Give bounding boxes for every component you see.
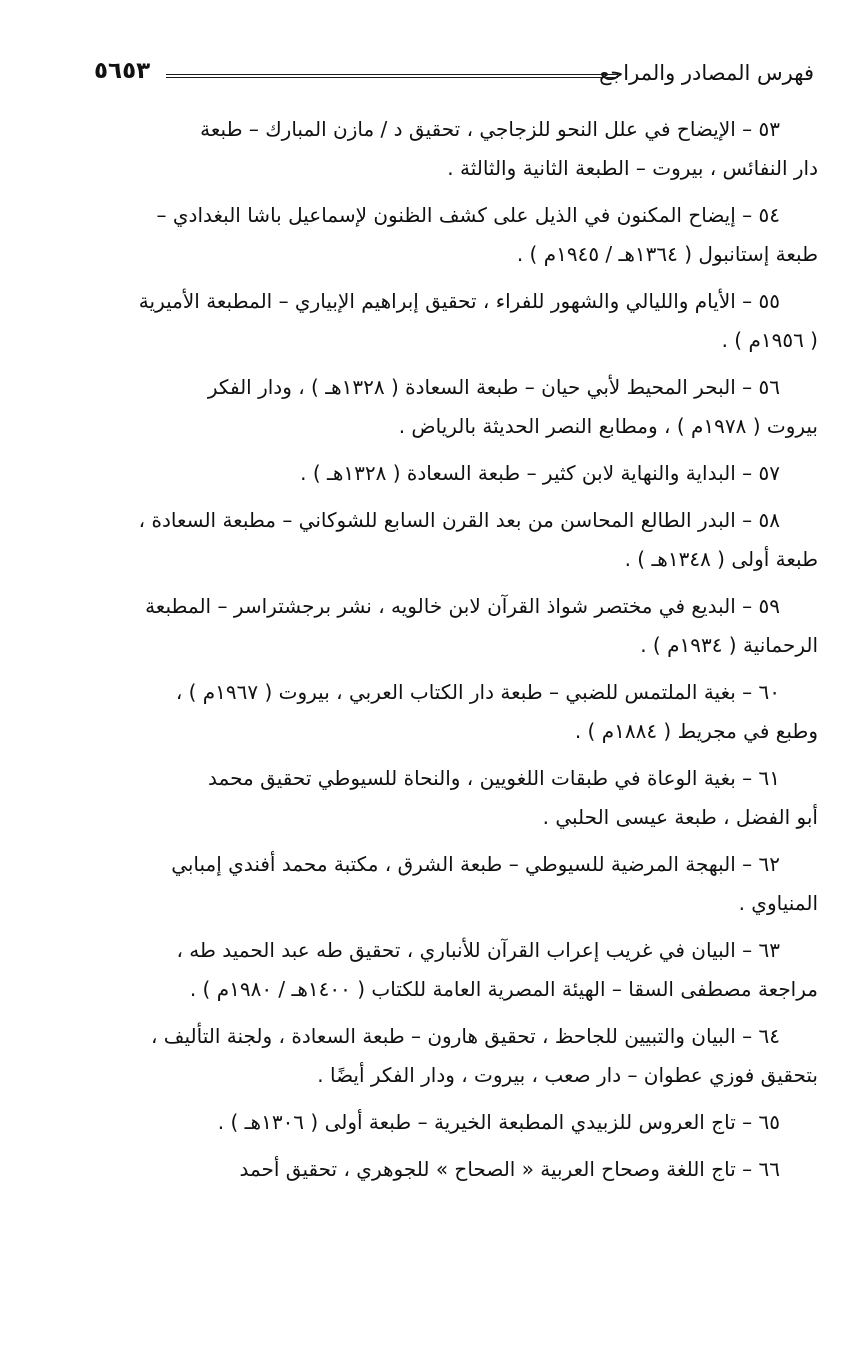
reference-entry-53 — [92, 110, 818, 188]
entry-line: الرحمانية ( ١٩٣٤م ) . — [640, 633, 818, 657]
entry-line: ٦١ – بغية الوعاة في طبقات اللغويين ، والنحاة للسيوطي تحقيق محمد — [208, 766, 780, 790]
reference-entry-59 — [92, 587, 818, 665]
entry-line: طبعة إستانبول ( ١٣٦٤هـ / ١٩٤٥م ) . — [516, 242, 818, 266]
reference-entry-60 — [92, 673, 818, 751]
reference-entry-54 — [92, 196, 818, 274]
entry-line: بتحقيق فوزي عطوان – دار صعب ، بيروت ، ودار الفكر أيضًا . — [317, 1063, 818, 1087]
entry-line: ٥٤ – إيضاح المكنون في الذيل على كشف الظنون لإسماعيل باشا البغدادي – — [156, 203, 780, 227]
reference-entry-63 — [92, 931, 818, 1009]
entry-line: ٥٣ – الإيضاح في علل النحو للزجاجي ، تحقيق د / مازن المبارك – طبعة — [200, 117, 780, 141]
page-number: ٥٦٥٣ — [94, 58, 151, 84]
reference-list — [92, 110, 818, 1197]
reference-entry-66 — [92, 1150, 818, 1189]
entry-line: ٦٤ – البيان والتبيين للجاحظ ، تحقيق هارون – طبعة السعادة ، ولجنة التأليف ، — [150, 1024, 780, 1048]
entry-line: ٦٢ – البهجة المرضية للسيوطي – طبعة الشرق ، مكتبة محمد أفندي إمبابي — [171, 852, 780, 876]
entry-line: ٥٧ – البداية والنهاية لابن كثير – طبعة السعادة ( ١٣٢٨هـ ) . — [300, 461, 780, 485]
reference-entry-55 — [92, 282, 818, 360]
reference-entry-65 — [92, 1103, 818, 1142]
entry-line: طبعة أولى ( ١٣٤٨هـ ) . — [624, 547, 818, 571]
entry-line: المنياوي . — [738, 891, 818, 915]
entry-line: ٥٥ – الأيام والليالي والشهور للفراء ، تحقيق إبراهيم الإبياري – المطبعة الأميرية — [138, 289, 780, 313]
running-title: فهرس المصادر والمراجع — [599, 61, 814, 85]
entry-line: بيروت ( ١٩٧٨م ) ، ومطابع النصر الحديثة بالرياض . — [398, 414, 818, 438]
entry-line: أبو الفضل ، طبعة عيسى الحلبي . — [542, 805, 818, 829]
entry-line: ٥٦ – البحر المحيط لأبي حيان – طبعة السعادة ( ١٣٢٨هـ ) ، ودار الفكر — [207, 375, 780, 399]
entry-line: ٦٣ – البيان في غريب إعراب القرآن للأنباري ، تحقيق طه عبد الحميد طه ، — [176, 938, 780, 962]
reference-entry-62 — [92, 845, 818, 923]
page-header — [94, 52, 814, 92]
entry-line: ( ١٩٥٦م ) . — [721, 328, 818, 352]
entry-line: ٦٥ – تاج العروس للزبيدي المطبعة الخيرية – طبعة أولى ( ١٣٠٦هـ ) . — [217, 1110, 780, 1134]
entry-line: ٦٦ – تاج اللغة وصحاح العربية « الصحاح » للجوهري ، تحقيق أحمد — [239, 1157, 780, 1181]
entry-line: وطبع في مجريط ( ١٨٨٤م ) . — [574, 719, 818, 743]
reference-entry-64 — [92, 1017, 818, 1095]
reference-entry-56 — [92, 368, 818, 446]
entry-line: ٦٠ – بغية الملتمس للضبي – طبعة دار الكتاب العربي ، بيروت ( ١٩٦٧م ) ، — [175, 680, 780, 704]
entry-line: ٥٩ – البديع في مختصر شواذ القرآن لابن خالويه ، نشر برجشتراسر – المطبعة — [145, 594, 780, 618]
entry-line: مراجعة مصطفى السقا – الهيئة المصرية العامة للكتاب ( ١٤٠٠هـ / ١٩٨٠م ) . — [189, 977, 818, 1001]
reference-entry-58 — [92, 501, 818, 579]
entry-line: ٥٨ – البدر الطالع المحاسن من بعد القرن السابع للشوكاني – مطبعة السعادة ، — [138, 508, 780, 532]
entry-line: دار النفائس ، بيروت – الطبعة الثانية والثالثة . — [447, 156, 818, 180]
reference-entry-57 — [92, 454, 818, 493]
header-double-rule — [166, 74, 618, 78]
reference-entry-61 — [92, 759, 818, 837]
